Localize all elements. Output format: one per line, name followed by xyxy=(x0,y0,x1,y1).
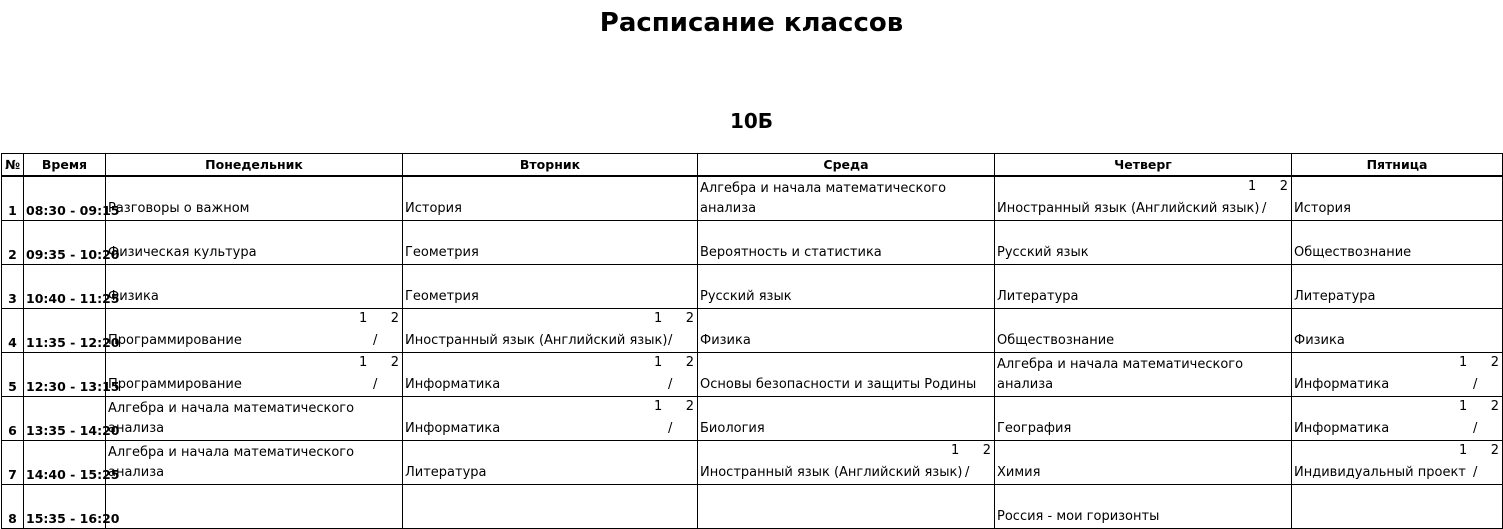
lesson-cell-tuesday xyxy=(403,485,698,529)
lesson-cell-tuesday xyxy=(403,265,698,309)
group-slash: / xyxy=(373,333,378,348)
lesson-cell-thursday xyxy=(995,485,1292,529)
table-row xyxy=(2,485,1503,529)
lesson-cell-thursday xyxy=(995,221,1292,265)
group-two-label: 2 xyxy=(390,355,399,370)
lesson-cell-monday xyxy=(106,309,403,353)
lesson-cell-thursday xyxy=(995,265,1292,309)
header-day-friday: Пятница xyxy=(1292,154,1503,177)
lesson-number: 8 xyxy=(2,485,24,529)
subject-name: Химия xyxy=(997,465,1041,480)
schedule-body xyxy=(2,176,1503,529)
subject-name: Геометрия xyxy=(405,245,479,260)
class-name-heading: 10Б xyxy=(729,109,774,133)
group-two-label: 2 xyxy=(390,311,399,326)
group-split-marker xyxy=(654,399,694,435)
lesson-number: 4 xyxy=(2,309,24,353)
lesson-cell-friday xyxy=(1292,485,1503,529)
subject-name: Физика xyxy=(1294,333,1345,348)
lesson-cell-wednesday xyxy=(698,397,995,441)
lesson-cell-wednesday xyxy=(698,485,995,529)
group-one-label: 1 xyxy=(1459,355,1468,370)
header-time: Время xyxy=(24,154,106,177)
subject-name: Физика xyxy=(700,333,751,348)
lesson-cell-tuesday xyxy=(403,221,698,265)
group-two-label: 2 xyxy=(685,399,694,414)
lesson-cell-friday xyxy=(1292,353,1503,397)
lesson-cell-wednesday xyxy=(698,441,995,485)
group-split-marker xyxy=(1459,443,1499,479)
lesson-cell-wednesday xyxy=(698,265,995,309)
lesson-cell-monday xyxy=(106,265,403,309)
group-slash: / xyxy=(668,377,673,392)
subject-name: Иностранный язык (Английский язык) xyxy=(405,333,668,348)
subject-name: История xyxy=(405,201,462,216)
header-day-thursday: Четверг xyxy=(995,154,1292,177)
group-one-label: 1 xyxy=(951,443,960,458)
subject-name: Литература xyxy=(997,289,1079,304)
table-row xyxy=(2,397,1503,441)
group-one-label: 1 xyxy=(359,355,368,370)
subject-name: Иностранный язык (Английский язык) xyxy=(700,465,963,480)
subject-name: Алгебра и начала математического анализа xyxy=(108,401,355,436)
table-row xyxy=(2,176,1503,221)
subject-name: Информатика xyxy=(1294,421,1390,436)
subject-name: Россия - мои горизонты xyxy=(997,509,1160,524)
group-one-label: 1 xyxy=(654,355,663,370)
lesson-cell-tuesday xyxy=(403,353,698,397)
lesson-time: 15:35 - 16:20 xyxy=(24,485,106,529)
subject-name: Алгебра и начала математического анализа xyxy=(997,357,1244,392)
subject-name: Физика xyxy=(108,289,159,304)
lesson-cell-wednesday xyxy=(698,176,995,221)
subject-name: Иностранный язык (Английский язык) xyxy=(997,201,1260,216)
subject-name: Обществознание xyxy=(997,333,1115,348)
group-slash: / xyxy=(373,377,378,392)
lesson-number: 3 xyxy=(2,265,24,309)
subject-name: Обществознание xyxy=(1294,245,1412,260)
group-split-marker xyxy=(1459,355,1499,391)
group-split-marker xyxy=(359,355,399,391)
lesson-cell-friday xyxy=(1292,265,1503,309)
group-slash: / xyxy=(1262,201,1267,216)
lesson-time: 11:35 - 12:20 xyxy=(24,309,106,353)
lesson-cell-monday xyxy=(106,397,403,441)
group-one-label: 1 xyxy=(1459,399,1468,414)
lesson-time: 12:30 - 13:15 xyxy=(24,353,106,397)
group-slash: / xyxy=(668,333,673,348)
table-row xyxy=(2,353,1503,397)
subject-name: Информатика xyxy=(405,421,501,436)
page-title: Расписание классов xyxy=(599,8,904,38)
lesson-cell-thursday xyxy=(995,397,1292,441)
subject-name: География xyxy=(997,421,1072,436)
group-slash: / xyxy=(1473,465,1478,480)
group-two-label: 2 xyxy=(1490,443,1499,458)
subject-name: Информатика xyxy=(1294,377,1390,392)
lesson-number: 6 xyxy=(2,397,24,441)
group-slash: / xyxy=(1473,421,1478,436)
table-row xyxy=(2,441,1503,485)
subject-name: Программирование xyxy=(108,377,242,392)
lesson-cell-wednesday xyxy=(698,309,995,353)
subject-name: Литература xyxy=(1294,289,1376,304)
lesson-time: 14:40 - 15:25 xyxy=(24,441,106,485)
group-split-marker xyxy=(1459,399,1499,435)
lesson-cell-wednesday xyxy=(698,221,995,265)
lesson-number: 5 xyxy=(2,353,24,397)
lesson-cell-friday xyxy=(1292,221,1503,265)
lesson-cell-thursday xyxy=(995,441,1292,485)
lesson-cell-tuesday xyxy=(403,309,698,353)
group-slash: / xyxy=(1473,377,1478,392)
lesson-cell-monday xyxy=(106,221,403,265)
lesson-number: 7 xyxy=(2,441,24,485)
lesson-cell-tuesday xyxy=(403,176,698,221)
header-day-wednesday: Среда xyxy=(698,154,995,177)
subject-name: Алгебра и начала математического анализа xyxy=(108,445,355,480)
subject-name: Геометрия xyxy=(405,289,479,304)
table-row xyxy=(2,309,1503,353)
group-two-label: 2 xyxy=(685,355,694,370)
lesson-time: 10:40 - 11:25 xyxy=(24,265,106,309)
table-row xyxy=(2,265,1503,309)
lesson-time: 13:35 - 14:20 xyxy=(24,397,106,441)
group-one-label: 1 xyxy=(654,311,663,326)
lesson-number: 2 xyxy=(2,221,24,265)
group-split-marker xyxy=(359,311,399,347)
lesson-cell-tuesday xyxy=(403,441,698,485)
subject-name: Алгебра и начала математического анализа xyxy=(700,181,947,216)
lesson-cell-thursday xyxy=(995,309,1292,353)
lesson-time: 08:30 - 09:15 xyxy=(24,176,106,221)
group-one-label: 1 xyxy=(1248,179,1257,194)
lesson-cell-monday xyxy=(106,353,403,397)
lesson-cell-thursday xyxy=(995,176,1292,221)
group-one-label: 1 xyxy=(1459,443,1468,458)
table-row xyxy=(2,221,1503,265)
group-two-label: 2 xyxy=(1490,355,1499,370)
group-split-marker xyxy=(951,443,991,479)
subject-name: Разговоры о важном xyxy=(108,201,250,216)
group-two-label: 2 xyxy=(982,443,991,458)
group-one-label: 1 xyxy=(654,399,663,414)
group-two-label: 2 xyxy=(685,311,694,326)
subject-name: Информатика xyxy=(405,377,501,392)
group-two-label: 2 xyxy=(1279,179,1288,194)
header-day-tuesday: Вторник xyxy=(403,154,698,177)
group-split-marker xyxy=(654,355,694,391)
lesson-cell-wednesday xyxy=(698,353,995,397)
header-row xyxy=(2,154,1503,177)
subject-name: История xyxy=(1294,201,1351,216)
lesson-cell-monday xyxy=(106,441,403,485)
header-day-monday: Понедельник xyxy=(106,154,403,177)
lesson-number: 1 xyxy=(2,176,24,221)
lesson-cell-thursday xyxy=(995,353,1292,397)
schedule-table xyxy=(1,153,1503,529)
subject-name: Литература xyxy=(405,465,487,480)
subject-name: Программирование xyxy=(108,333,242,348)
subject-name: Основы безопасности и защиты Родины xyxy=(700,377,977,392)
subject-name: Биология xyxy=(700,421,765,436)
lesson-cell-tuesday xyxy=(403,397,698,441)
header-num: № xyxy=(2,154,24,177)
group-one-label: 1 xyxy=(359,311,368,326)
lesson-cell-friday xyxy=(1292,441,1503,485)
subject-name: Вероятность и статистика xyxy=(700,245,882,260)
lesson-cell-monday xyxy=(106,485,403,529)
lesson-cell-friday xyxy=(1292,397,1503,441)
group-split-marker xyxy=(654,311,694,347)
lesson-time: 09:35 - 10:20 xyxy=(24,221,106,265)
group-slash: / xyxy=(965,465,970,480)
group-slash: / xyxy=(668,421,673,436)
subject-name: Русский язык xyxy=(997,245,1089,260)
lesson-cell-friday xyxy=(1292,309,1503,353)
lesson-cell-monday xyxy=(106,176,403,221)
lesson-cell-friday xyxy=(1292,176,1503,221)
subject-name: Русский язык xyxy=(700,289,792,304)
group-two-label: 2 xyxy=(1490,399,1499,414)
subject-name: Индивидуальный проект xyxy=(1294,465,1466,480)
group-split-marker xyxy=(1248,179,1288,215)
subject-name: Физическая культура xyxy=(108,245,257,260)
